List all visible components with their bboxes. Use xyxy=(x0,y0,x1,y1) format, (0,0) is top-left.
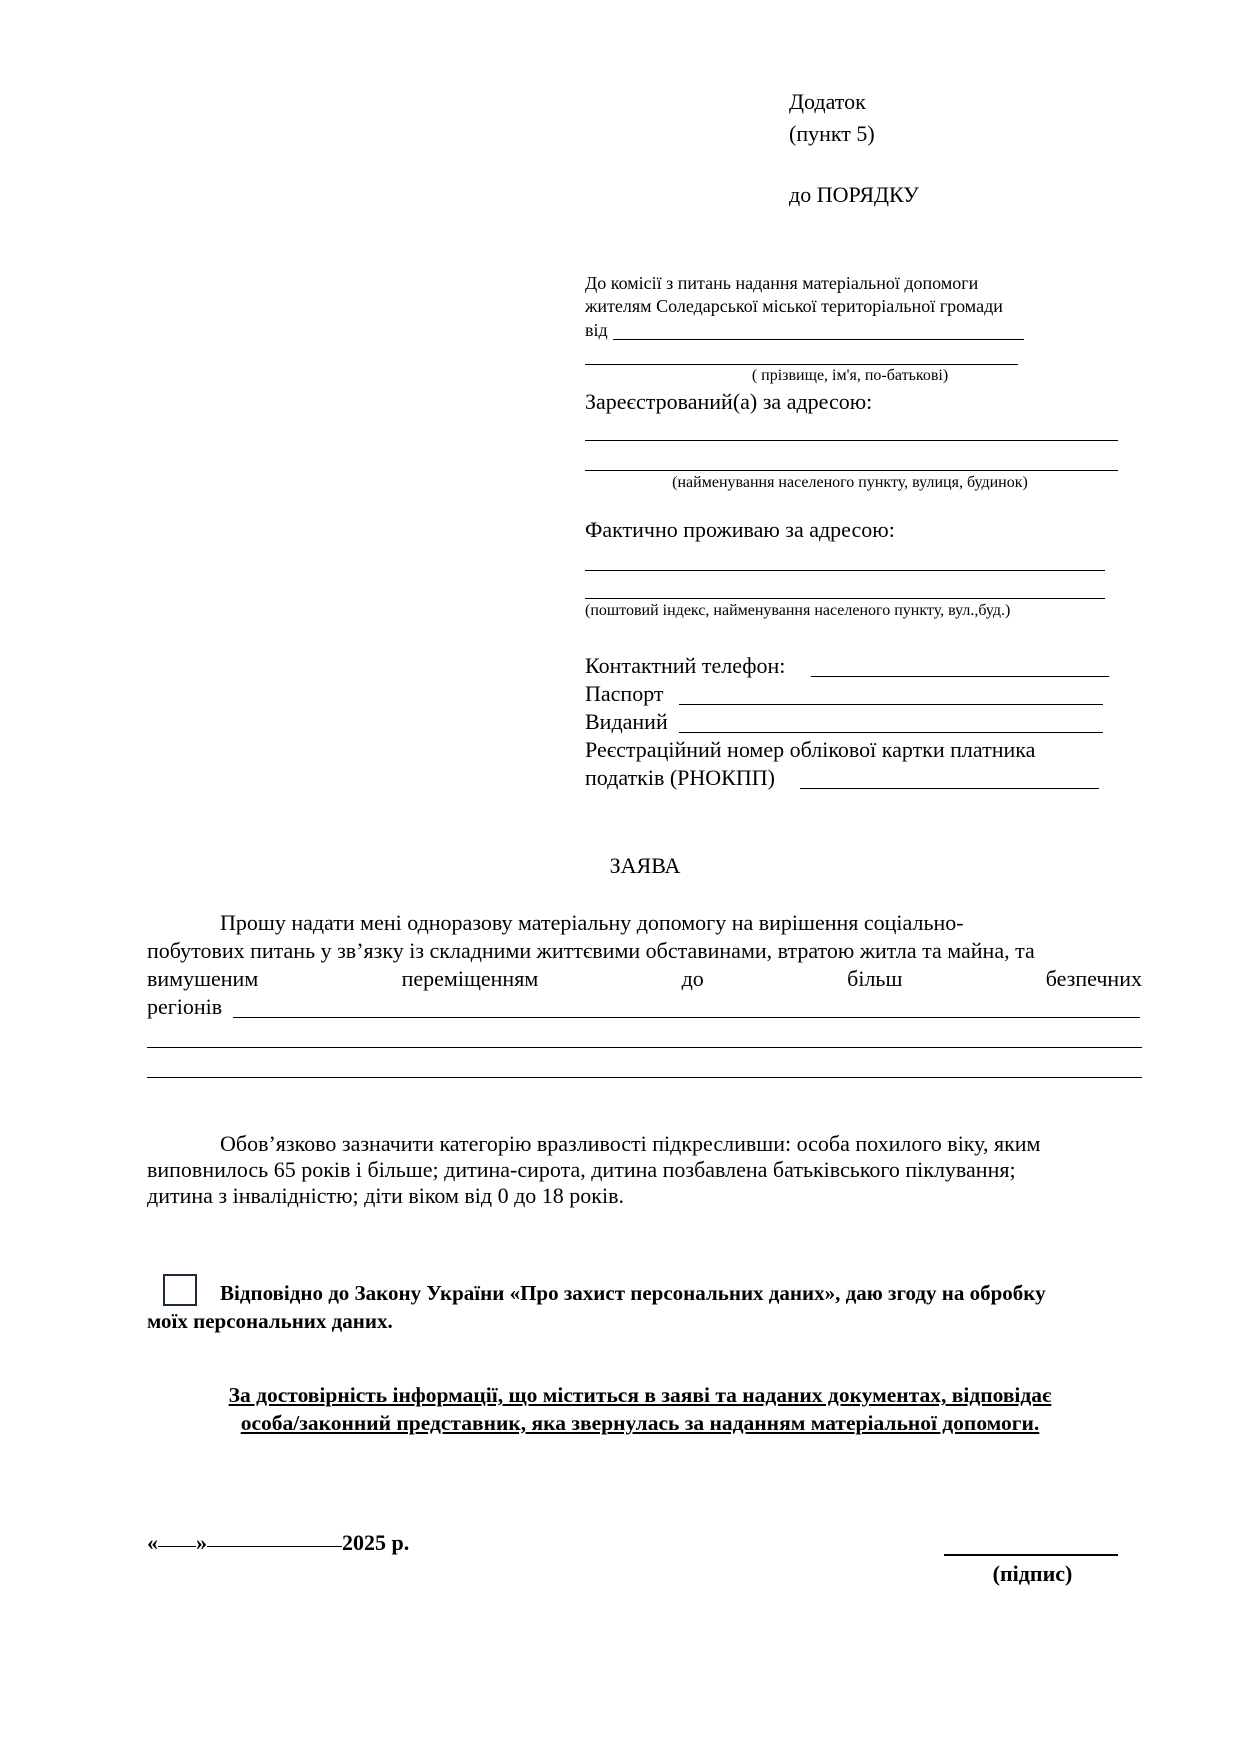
vulnerability-text-line-2: виповнилось 65 років і більше; дитина-сирота, дитина позбавлена батьківського піклування; xyxy=(147,1157,1016,1182)
request-word: безпечних xyxy=(1045,966,1142,991)
phone-field[interactable] xyxy=(811,676,1109,677)
rnokpp-label-line-1: Реєстраційний номер облікової картки платника xyxy=(585,737,1036,762)
passport-label: Паспорт xyxy=(585,681,664,706)
signature-field[interactable] xyxy=(944,1554,1118,1556)
actual-address-field-2[interactable] xyxy=(585,598,1105,599)
date-close-quote: » xyxy=(196,1530,207,1555)
addressee-line-2: жителям Соледарської міської територіальної громади xyxy=(585,296,1003,316)
consent-text-line-2: моїх персональних даних. xyxy=(147,1309,393,1333)
signature-caption: (підпис) xyxy=(992,1561,1073,1586)
clause-label: (пункт 5) xyxy=(789,121,875,146)
request-word: більш xyxy=(847,966,903,991)
actual-address-field-1[interactable] xyxy=(585,570,1105,571)
actual-address-caption: (поштовий індекс, найменування населеного пункту, вул.,буд.) xyxy=(585,602,1011,619)
registered-address-caption: (найменування населеного пункту, вулиця, будинок) xyxy=(672,474,1028,491)
name-field-line-2[interactable] xyxy=(585,364,1018,365)
issued-label: Виданий xyxy=(585,709,668,734)
addressee-line-1: До комісії з питань надання матеріальної допомоги xyxy=(585,273,979,293)
from-label: від xyxy=(585,320,608,340)
request-text-line-2: побутових питань у зв’язку із складними життєвими обставинами, втратою житла та майна, та xyxy=(147,938,1035,963)
date-year: 2025 р. xyxy=(342,1530,410,1555)
request-text-line-3 xyxy=(147,965,1142,993)
registered-address-field-1[interactable] xyxy=(585,440,1118,441)
request-word: до xyxy=(681,966,704,991)
date-day-field[interactable] xyxy=(158,1546,196,1547)
actual-address-label: Фактично проживаю за адресою: xyxy=(585,517,895,542)
issued-field[interactable] xyxy=(679,732,1103,733)
responsibility-text-line-1: За достовірність інформації, що міститься в заяві та наданих документах, відповідає xyxy=(228,1383,1052,1407)
request-extra-line-1[interactable] xyxy=(147,1047,1142,1048)
appendix-label: Додаток xyxy=(789,89,866,114)
date-month-field[interactable] xyxy=(207,1546,342,1547)
registered-address-field-2[interactable] xyxy=(585,470,1118,471)
phone-label: Контактний телефон: xyxy=(585,653,786,678)
vulnerability-text-line-3: дитина з інвалідністю; діти віком від 0 до 18 років. xyxy=(147,1183,624,1208)
request-word: переміщенням xyxy=(401,966,539,991)
date-field[interactable] xyxy=(147,1529,409,1557)
responsibility-text-line-2: особа/законний представник, яка звернулась за наданням матеріальної допомоги. xyxy=(240,1411,1040,1435)
consent-text-line-1: Відповідно до Закону України «Про захист персональних даних», даю згоду на обробку xyxy=(220,1281,1046,1305)
rnokpp-label-line-2: податків (РНОКПП) xyxy=(585,765,775,790)
request-extra-line-2[interactable] xyxy=(147,1077,1142,1078)
from-name-field[interactable] xyxy=(613,339,1024,340)
consent-checkbox[interactable] xyxy=(163,1274,197,1306)
to-order-label: до ПОРЯДКУ xyxy=(789,182,919,207)
regions-label: регіонів xyxy=(147,994,223,1019)
statement-title: ЗАЯВА xyxy=(609,853,681,878)
request-text-line-1: Прошу надати мені одноразову матеріальну допомогу на вирішення соціально- xyxy=(220,910,964,935)
name-caption: ( прізвище, ім'я, по-батькові) xyxy=(751,367,949,384)
regions-field[interactable] xyxy=(233,1017,1140,1018)
passport-field[interactable] xyxy=(679,704,1103,705)
registered-address-label: Зареєстрований(а) за адресою: xyxy=(585,389,873,414)
request-word: вимушеним xyxy=(147,966,259,991)
date-open-quote: « xyxy=(147,1530,158,1555)
rnokpp-field[interactable] xyxy=(800,788,1099,789)
vulnerability-text-line-1: Обов’язково зазначити категорію вразливості підкресливши: особа похилого віку, яким xyxy=(220,1131,1041,1156)
